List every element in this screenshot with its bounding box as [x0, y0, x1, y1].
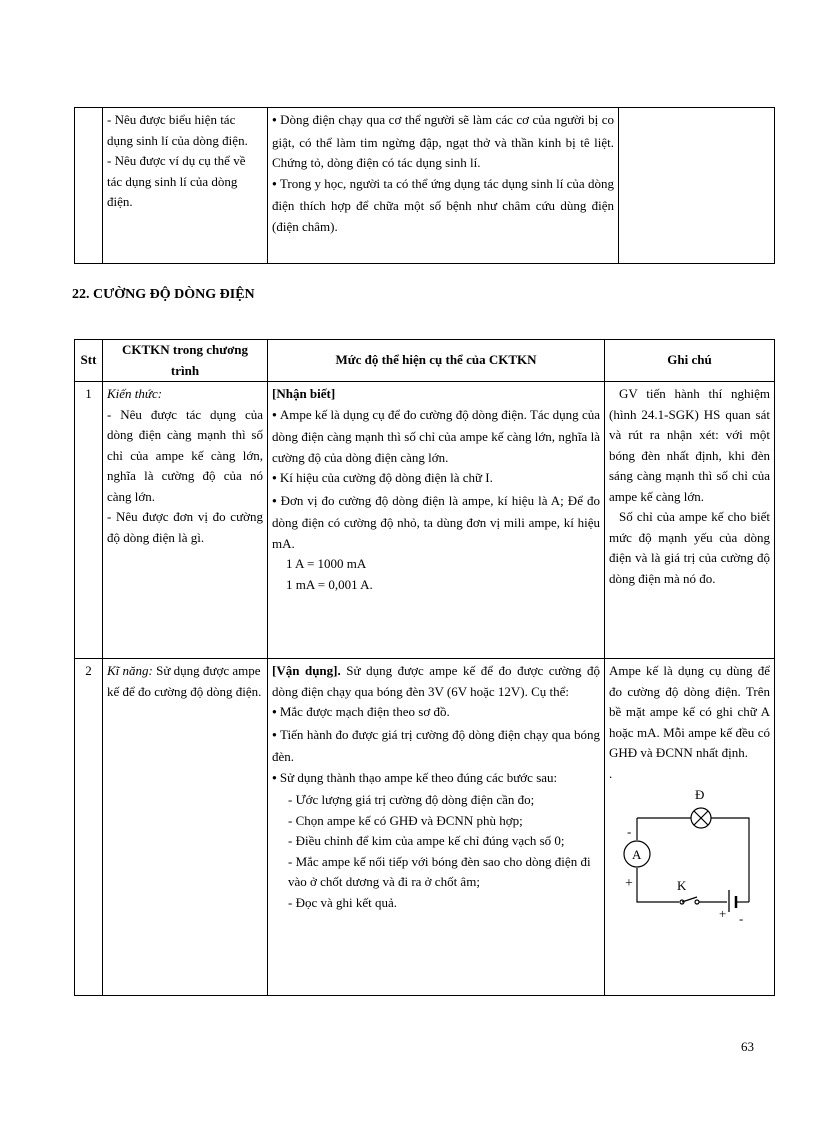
- circuit-wire: [637, 868, 679, 902]
- level-paragraph: [272, 661, 600, 702]
- ck-title: Kiến thức:: [107, 386, 163, 401]
- header-stt: Stt: [75, 340, 103, 382]
- note-text: Số chỉ của ampe kế cho biết mức độ mạnh yếu của dòng điện và là giá trị của cường độ dòng điện mà nó đo.: [609, 509, 770, 586]
- ck-cell: [103, 382, 268, 659]
- page-number: 63: [741, 1039, 754, 1054]
- switch-label: K: [677, 878, 687, 893]
- note-dot: .: [609, 765, 613, 781]
- table-continuation: [74, 107, 775, 264]
- bullet-item: ● Sử dụng thành thạo ampe kế theo đúng các bước sau:: [272, 768, 600, 791]
- circuit-wire: [711, 818, 749, 902]
- ck-cell: [103, 659, 268, 996]
- lamp-label: Đ: [695, 787, 705, 802]
- ck-title: Kĩ năng:: [107, 663, 153, 678]
- bullet-item: ● Trong y học, người ta có thể ứng dụng tác dụng sinh lí của dòng điện thích hợp để chữa một số bệnh như châm cứu dùng điện (điện châm).: [272, 174, 614, 238]
- level-label: [Vận dụng].: [272, 663, 341, 678]
- bullet-item: ● Kí hiệu của cường độ dòng điện là chữ I.: [272, 468, 600, 491]
- ck-paragraph: [107, 661, 263, 702]
- detail-cell: [268, 659, 605, 996]
- ck-item: - Nêu được ví dụ cụ thể về tác dụng sinh lí của dòng điện.: [107, 153, 246, 209]
- ck-text: Sử dụng được ampe kế để đo cường độ dòng điện.: [107, 663, 262, 699]
- step-item: - Điều chỉnh để kim của ampe kế chỉ đúng vạch số 0;: [288, 833, 565, 848]
- step-item: - Chọn ampe kế có GHĐ và ĐCNN phù hợp;: [288, 812, 523, 828]
- level-label: [Nhận biết]: [272, 386, 336, 401]
- ck-item: - Nêu được biểu hiện tác dụng sinh lí của dòng điện.: [107, 112, 248, 148]
- battery-plus: +: [719, 906, 727, 921]
- bullet-item: ● Tiến hành đo được giá trị cường độ dòng điện chạy qua bóng đèn.: [272, 725, 600, 768]
- table-main: [74, 339, 775, 996]
- note-cell: [605, 659, 775, 996]
- step-item: - Mắc ampe kế nối tiếp với bóng đèn sao cho dòng điện đi vào ở chốt dương và đi ra ở chốt âm;: [288, 853, 591, 889]
- header-notes: Ghi chú: [605, 340, 775, 382]
- stt-cell: 2: [75, 659, 103, 996]
- step-item: - Ước lượng giá trị cường độ dòng điện cần đo;: [288, 792, 535, 807]
- bullet-item: ● Ampe kế là dụng cụ để đo cường độ dòng điện. Tác dụng của dòng điện càng mạnh thì số chỉ của ampe kế càng lớn, nghĩa là cường độ của dòng điện càng lớn.: [272, 405, 600, 469]
- ck-cell: [103, 108, 268, 264]
- bullet-item: ● Dòng điện chạy qua cơ thể người sẽ làm các cơ của người bị co giật, có thể làm tim ngừng đập, ngạt thở và thần kinh bị tê liệt. Chứng tỏ, dòng điện có tác dụng sinh lí.: [272, 110, 614, 174]
- ck-item: - Nêu được đơn vị đo cường độ dòng điện là gì.: [107, 509, 263, 545]
- formula: 1 mA = 0,001 A.: [286, 576, 373, 592]
- circuit-diagram: [609, 778, 769, 928]
- note-text: Ampe kế là dụng cụ dùng để đo cường độ dòng điện. Trên bề mặt ampe kế có ghi chữ A hoặc mA. Mỗi ampe kế đều có GHĐ và ĐCNN nhất định.: [609, 663, 770, 760]
- note-cell-empty: [619, 108, 775, 264]
- stt-cell-empty: [75, 108, 103, 264]
- stt-cell: 1: [75, 382, 103, 659]
- step-item: - Đọc và ghi kết quả.: [288, 894, 398, 910]
- detail-cell: [268, 108, 619, 264]
- bullet-item: ● Đơn vị đo cường độ dòng điện là ampe, kí hiệu là A; Để đo dòng điện có cường độ nhỏ, ta dùng đơn vị mili ampe, kí hiệu mA.: [272, 491, 600, 555]
- section-title: 22. CƯỜNG ĐỘ DÒNG ĐIỆN: [72, 287, 255, 302]
- ammeter-minus: -: [627, 824, 632, 839]
- note-text: GV tiến hành thí nghiệm (hình 24.1-SGK) HS quan sát và rút ra nhận xét: với một bóng đèn nhất định, khi đèn sáng càng mạnh thì số chỉ của ampe kế càng lớn.: [609, 386, 770, 504]
- level-text: Sử dụng được ampe kế để đo được cường độ dòng điện chạy qua bóng đèn 3V (6V hoặc 12V). Cụ thể:: [272, 663, 601, 699]
- battery-minus: -: [739, 911, 744, 926]
- ck-item: - Nêu được tác dụng của dòng điện càng mạnh thì số chỉ của ampe kế càng lớn, nghĩa là cường độ của nó càng lớn.: [107, 406, 263, 504]
- header-cktkn: CKTKN trong chương trình: [103, 340, 268, 382]
- ammeter-plus: +: [625, 876, 633, 891]
- formula: 1 A = 1000 mA: [286, 556, 367, 571]
- detail-cell: [268, 382, 605, 659]
- bullet-item: ● Mắc được mạch điện theo sơ đồ.: [272, 702, 600, 725]
- ammeter-label: A: [632, 847, 642, 862]
- header-level: Mức độ thể hiện cụ thể của CKTKN: [268, 340, 605, 382]
- note-cell: [605, 382, 775, 659]
